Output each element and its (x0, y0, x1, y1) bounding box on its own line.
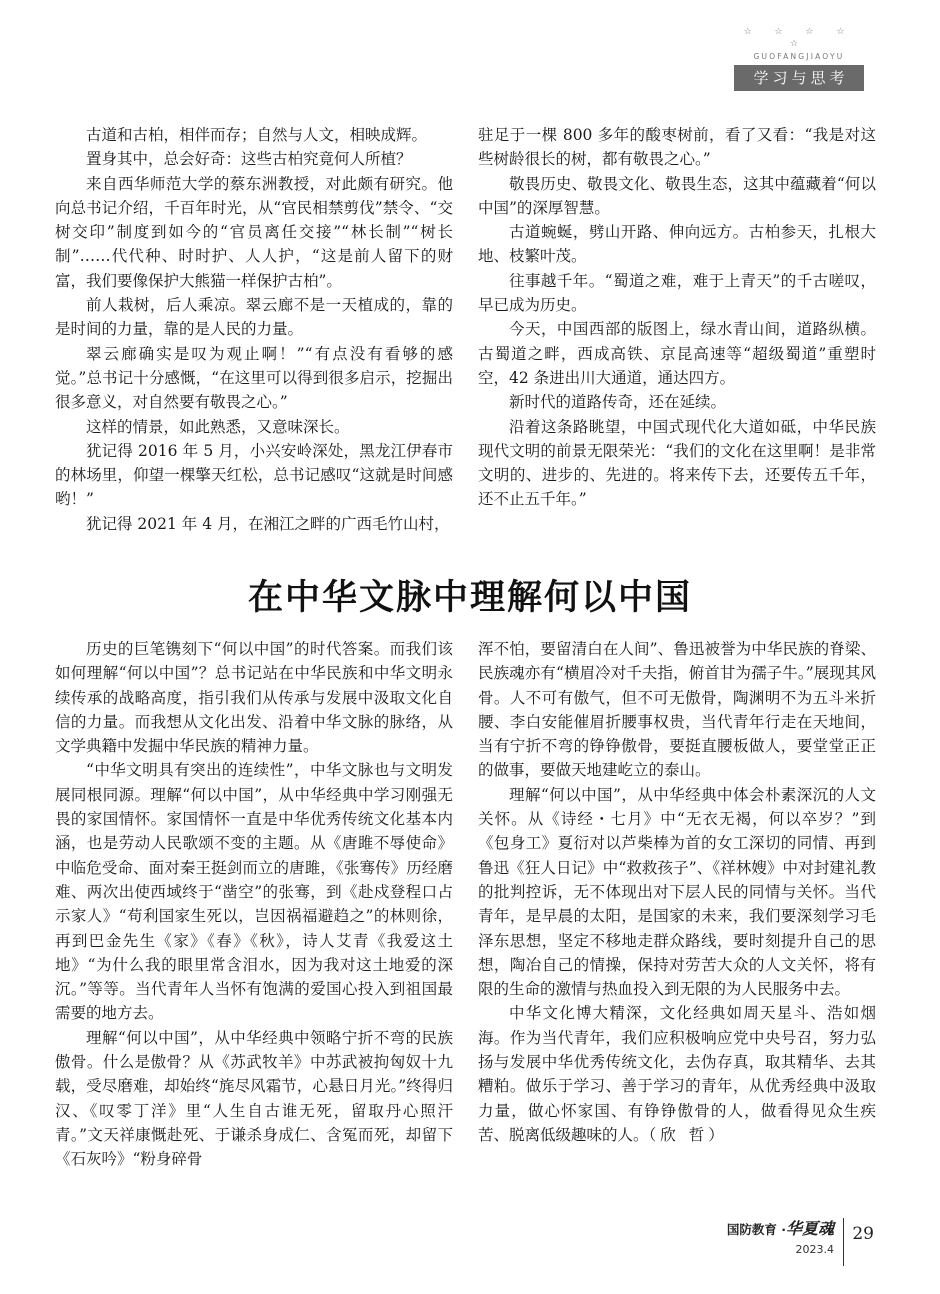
magazine-title: 国防教育 · (726, 1222, 786, 1237)
article-title: 在中华文脉中理解何以中国 (247, 578, 692, 618)
top-right-column (478, 123, 876, 512)
paragraph: 历史的巨笔镌刻下“何以中国”的时代答案。而我们该如何理解“何以中国”？总书记站在中华民族和中华文明永续传承的战略高度，指引我们从传承与发展中汲取文化自信的力量。而我想从文化出发、沿着中华文脉的脉络，从文学典籍中发掘中华民族的精神力量。 (55, 640, 453, 756)
paragraph: 置身其中，总会好奇：这些古柏究竟何人所植？ (86, 150, 412, 169)
section-header (734, 26, 864, 91)
star-decoration: ☆ ☆ ☆ ☆ ☆ (743, 27, 855, 49)
paragraph: 沿着这条路眺望，中国式现代化大道如砥，中华民族现代文明的前景无限荣光：“我们的文化在这里啊！是非常文明的、进步的、先进的。将来传下去，还要传五千年，还不止五千年。” (478, 417, 876, 509)
section-tag: 学习与思考 (734, 65, 864, 91)
page-number: 29 (852, 1224, 874, 1244)
paragraph (478, 1001, 876, 1147)
author-signature: （欣 哲） (648, 1125, 728, 1144)
paragraph: “中华文明具有突出的连续性”，中华文脉也与文明发展同根同源。理解“何以中国”，从中华经典中学习刚强无畏的家国情怀。家国情怀一直是中华优秀传统文化基本内涵，也是劳动人民歌颂不变的主题。从《唐雎不辱使命》中临危受命、面对秦王挺剑而立的唐雎，《张骞传》历经磨难、两次出使西域终于“凿空”的张骞，到《赴戍登程口占示家人》“苟利国家生死以，岂因祸福避趋之”的林则徐，再到巴金先生《家》《春》《秋》，诗人艾青《我爱这土地》“为什么我的眼里常含泪水，因为我对这土地爱的深沉。”等等。当代青年人当怀有饱满的爱国心投入到祖国最需要的地方去。 (55, 761, 453, 1023)
paragraph: 犹记得 2016 年 5 月，小兴安岭深处，黑龙江伊春市的林场里，仰望一棵擎天红松，总书记感叹“这就是时间感哟！” (55, 441, 453, 509)
bottom-right-column (478, 637, 876, 1147)
footer-divider (843, 1218, 845, 1266)
paragraph-continued: 浑不怕，要留清白在人间”、鲁迅被誉为中华民族的脊梁、民族魂亦有“横眉冷对千夫指，俯首甘为孺子牛。”展现其风骨。人不可有傲气，但不可无傲骨，陶渊明不为五斗米折腰、李白安能催眉折腰事权贵，当代青年行走在天地间，当有宁折不弯的铮铮傲骨，要挺直腰板做人，要堂堂正正的做事，要做天地建屹立的泰山。 (478, 640, 876, 780)
paragraph: 古道蜿蜒，劈山开路、伸向远方。古柏参天，扎根大地、枝繁叶茂。 (478, 223, 876, 266)
magazine-brand-logo: 华夏魂 (785, 1219, 834, 1238)
paragraph-continued: 驻足于一棵 800 多年的酸枣树前，看了又看：“我是对这些树龄很长的树，都有敬畏之心。” (478, 126, 876, 169)
paragraph: 敬畏历史、敬畏文化、敬畏生态，这其中蕴藏着“何以中国”的深厚智慧。 (478, 174, 876, 217)
paragraph: 理解“何以中国”，从中华经典中体会朴素深沉的人文关怀。从《诗经・七月》中“无衣无褐，何以卒岁？”到《包身工》夏衍对以芦柴棒为首的女工深切的同情、再到鲁迅《狂人日记》中“救救孩子”、《祥林嫂》中对封建礼教的批判控诉，无不体现出对下层人民的同情与关怀。当代青年，是早晨的太阳，是国家的未来，我们要深刻学习毛泽东思想，坚定不移地走群众路线，要时刻提升自己的思想，陶冶自己的情操，保持对劳苦大众的人文关怀，将有限的生命的激情与热血投入到无限的为人民服务中去。 (478, 785, 876, 999)
top-left-column (55, 123, 453, 536)
paragraph: 今天，中国西部的版图上，绿水青山间，道路纵横。古蜀道之畔，西成高铁、京昆高速等“超级蜀道”重塑时空，42 条进出川大通道，通达四方。 (478, 320, 876, 387)
paragraph: 理解“何以中国”，从中华经典中领略宁折不弯的民族傲骨。什么是傲骨？从《苏武牧羊》中苏武被拘匈奴十九载，受尽磨难，却始终“旄尽风霜节，心悬日月光。”终得归汉、《叹零丁洋》里“人生自古谁无死，留取丹心照汗青。”文天祥康慨赴死、于谦杀身成仁、含冤而死，却留下《石灰吟》“粉身碎骨 (55, 1028, 453, 1169)
paragraph: 前人栽树，后人乘凉。翠云廊不是一天植成的，靠的是时间的力量，靠的是人民的力量。 (55, 296, 453, 339)
paragraph: 古道和古柏，相伴而存；自然与人文，相映成辉。 (86, 126, 428, 144)
paragraph: 翠云廊确实是叹为观止啊！”“有点没有看够的感觉。”总书记十分感慨，“在这里可以得到很多启示，挖掘出很多意义，对自然要有敬畏之心。” (55, 344, 453, 412)
paragraph: 往事越千年。“蜀道之难，难于上青天”的千古嗟叹，早已成为历史。 (478, 271, 876, 315)
paragraph: 这样的情景，如此熟悉，又意味深长。 (86, 417, 350, 436)
paragraph: 新时代的道路传奇，还在延续。 (509, 393, 727, 412)
issue-number: 2023.4 (795, 1243, 834, 1256)
paragraph: 犹记得 2021 年 4 月，在湘江之畔的广西毛竹山村， (86, 514, 450, 533)
magazine-name (674, 1220, 834, 1239)
bottom-left-column (55, 637, 453, 1172)
magazine-info (674, 1220, 834, 1258)
section-pinyin: GUOFANGJIAOYU (753, 52, 845, 61)
paragraph: 来自西华师范大学的蔡东洲教授，对此颇有研究。他向总书记介绍，千百年时光，从“官民相禁剪伐”禁令、“交树交印”制度到如今的“官员离任交接”“林长制”“树长制”……代代种、时时护、人人护，“这是前人留下的财富，我们要像保护大熊猫一样保护古柏”。 (55, 174, 453, 290)
paragraph-text: 中华文化博大精深，文化经典如周天星斗、浩如烟海。作为当代青年，我们应积极响应党中央号召，努力弘扬与发展中华优秀传统文化，去伪存真，取其精华、去其糟粕。做乐于学习、善于学习的青年，从优秀经典中汲取力量，做心怀家国、有铮铮傲骨的人，做看得见众生疾苦、脱离低级趣味的人。 (478, 1004, 876, 1144)
